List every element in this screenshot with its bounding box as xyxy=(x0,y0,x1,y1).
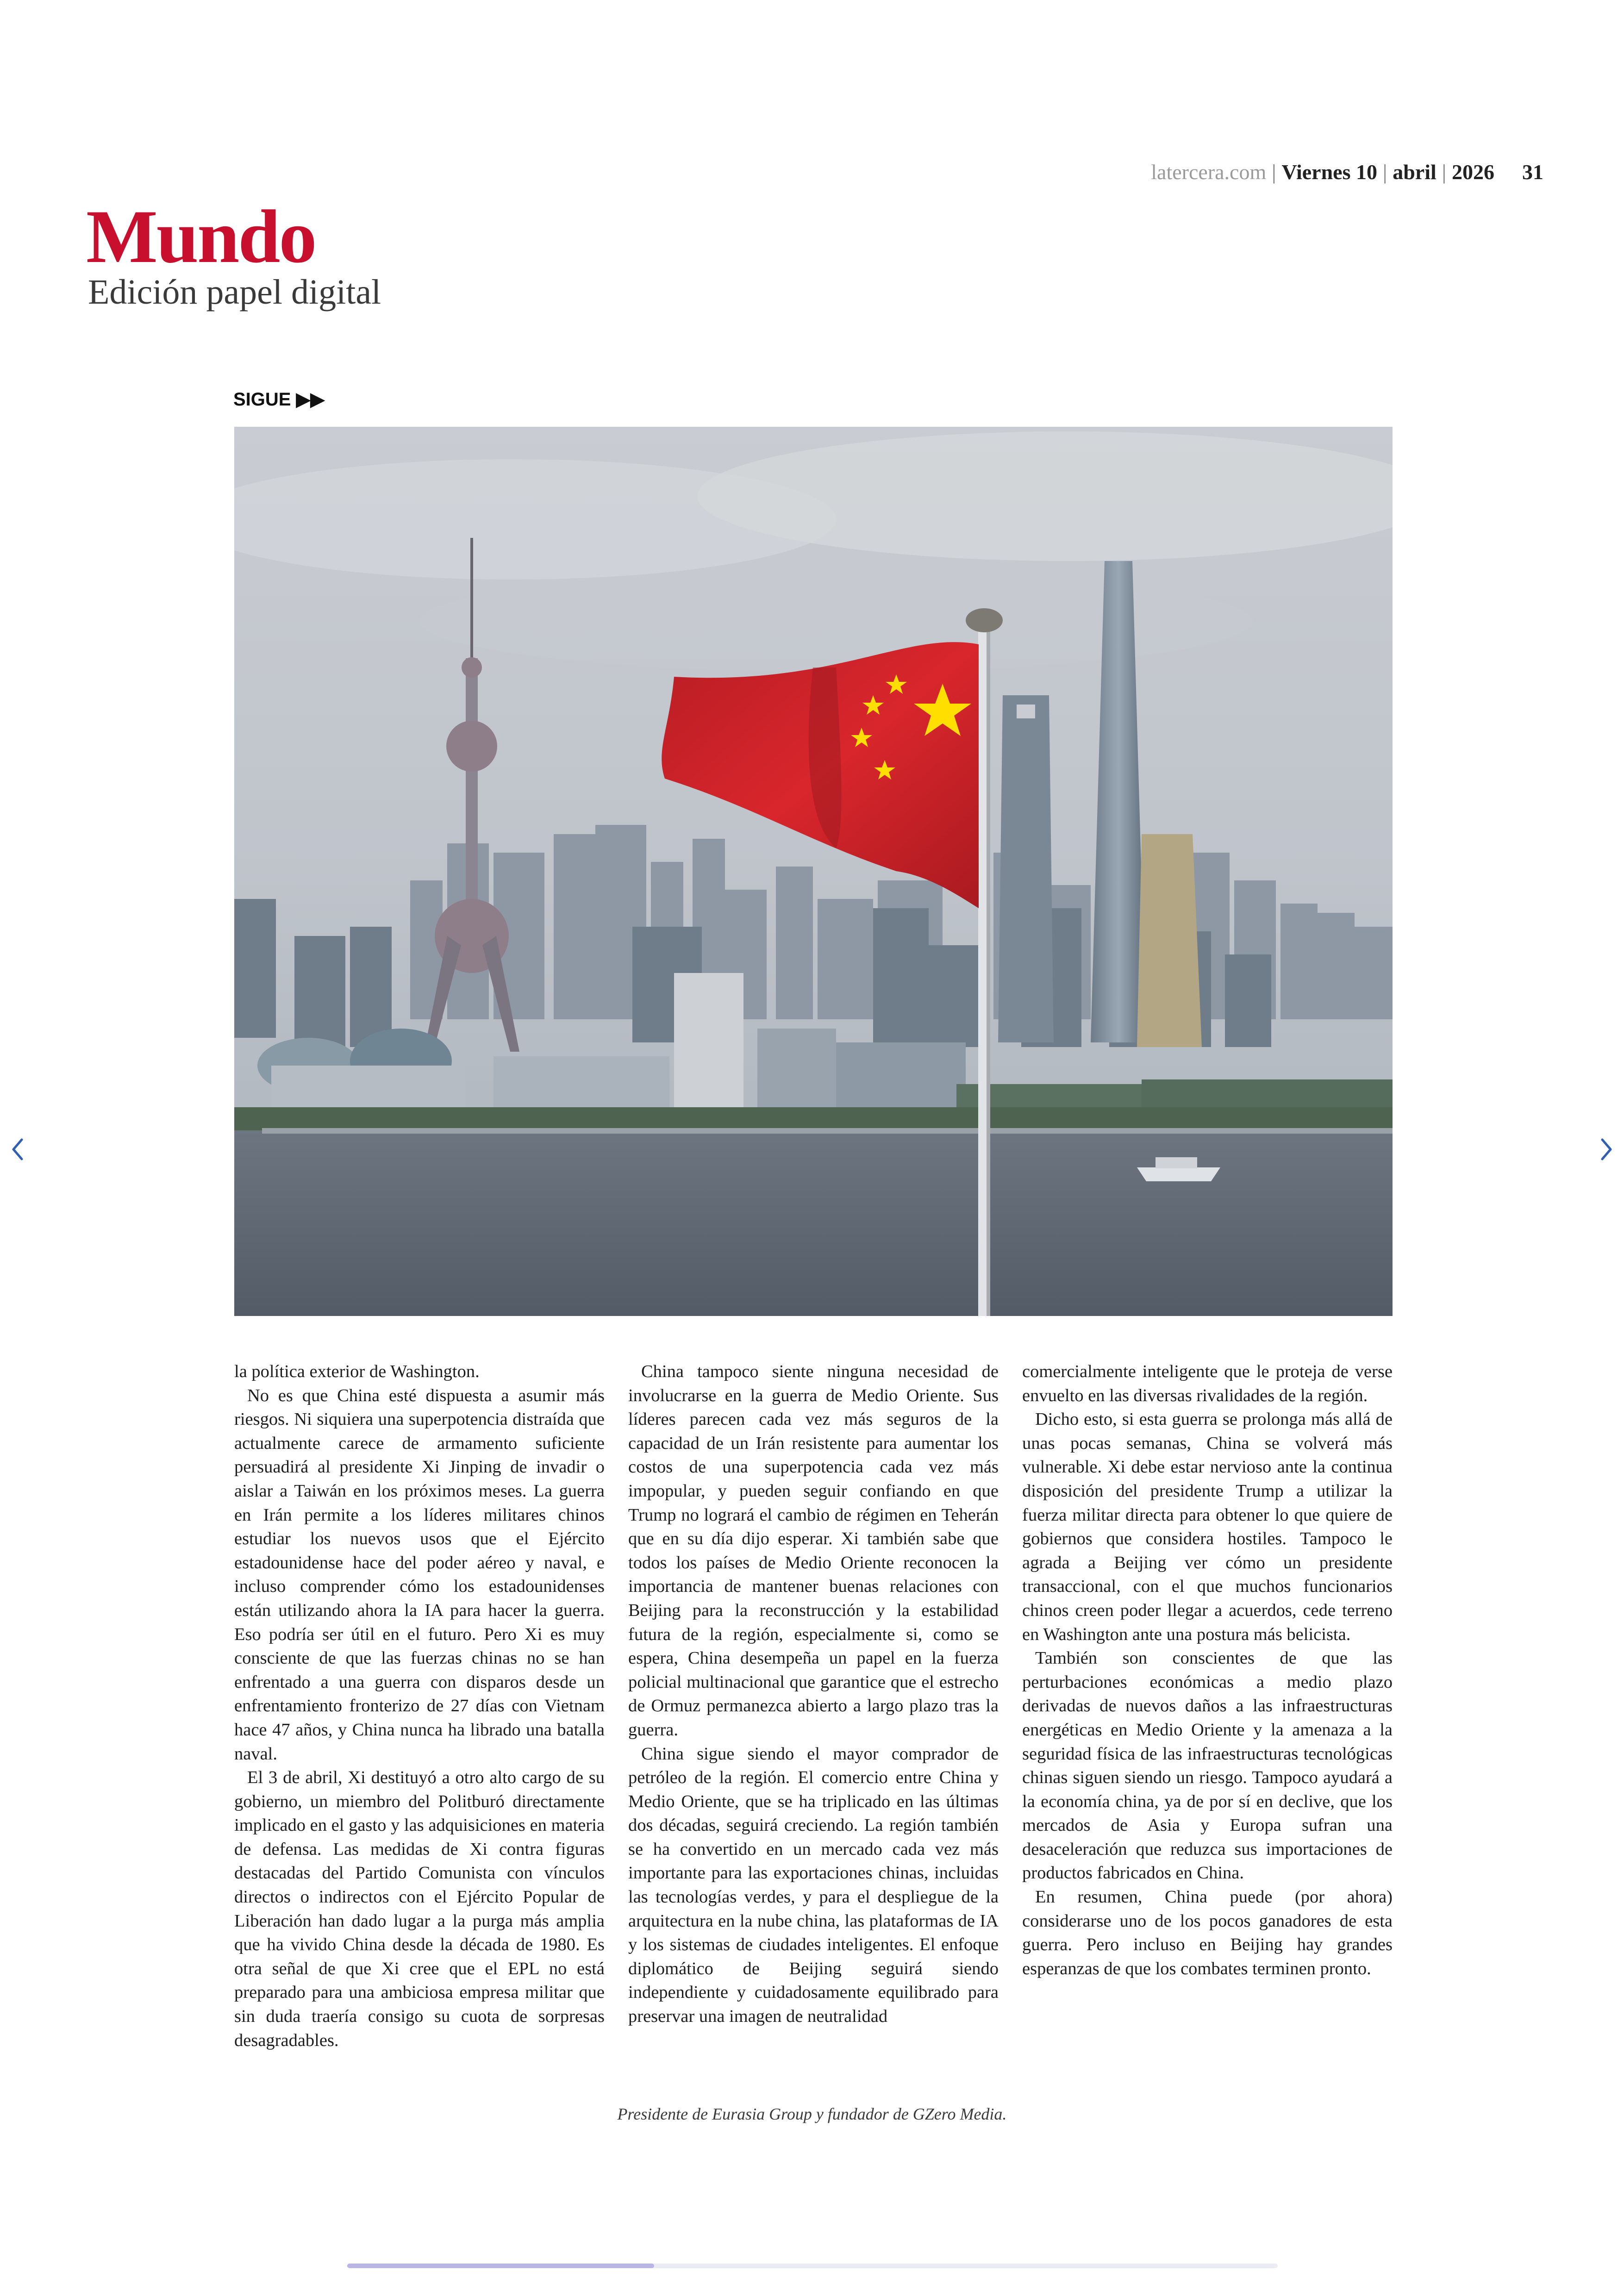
article-column-1 xyxy=(234,1360,605,2087)
swfc-tower xyxy=(998,695,1054,1042)
author-credit: Presidente de Eurasia Group y fundador de GZero Media. xyxy=(617,2105,1007,2123)
article-column-2 xyxy=(628,1360,999,2087)
header-separator: | xyxy=(1383,160,1387,184)
section-subtitle: Edición papel digital xyxy=(88,273,381,312)
flag-pole-finial xyxy=(966,608,1003,632)
previous-page-button[interactable] xyxy=(8,1133,27,1166)
paragraph: No es que China esté dispuesta a asumir más riesgos. Ni siquiera una superpotencia distraída que actualmente carece de armamento suficiente persuadirá al presidente Xi Jinping de invadir o aislar a Taiwán en los próximos meses. La guerra en Irán permite a los líderes militares chinos estudiar los nuevos usos que el Ejército estadounidense hace del poder aéreo y naval, e incluso comprender cómo los estadounidenses están utilizando ahora la IA para hacer la guerra. Eso podría ser útil en el futuro. Pero Xi es muy consciente de que las fuerzas chinas no se han enfrentado a una guerra con disparos desde un enfrentamiento fronterizo de 27 días con Vietnam hace 47 años, y China nunca ha librado una batalla naval. xyxy=(234,1385,605,1764)
tree-line xyxy=(234,1107,1393,1130)
reading-progress-bar[interactable] xyxy=(347,2264,1278,2268)
paragraph: China sigue siendo el mayor comprador de petróleo de la región. El comercio entre China y Medio Oriente, que se ha triplicado en las últimas dos décadas, seguirá creciendo. La región también se ha convertido en un mercado cada vez más importante para las exportaciones chinas, incluidas las tecnologías verdes, y para el despliegue de la arquitectura en la nube china, las plataformas de IA y los sistemas de ciudades inteligentes. El enfoque diplomático de Beijing seguirá siendo independiente y cuidadosamente equilibrado para preservar una imagen de neutralidad xyxy=(628,1744,999,2027)
paragraph: la política exterior de Washington. xyxy=(234,1362,480,1381)
paragraph: También son conscientes de que las perturbaciones económicas a medio plazo derivadas de nuevos daños a las infraestructuras energéticas en Medio Oriente y la amenaza a la seguridad física de las infraestructuras tecnológicas chinas siguen siendo un riesgo. Tampoco ayudará a la economía china, ya de por sí en declive, que los mercados de Asia y Europa sufran una desaceleración que reduzca sus importaciones de productos fabricados en China. xyxy=(1022,1648,1393,1883)
river xyxy=(234,1130,1393,1316)
continues-label: SIGUE ▶▶ xyxy=(233,389,325,410)
paragraph: El 3 de abril, Xi destituyó a otro alto cargo de su gobierno, un miembro del Politburó directamente implicado en el gasto y las adquisiciones en materia de defensa. Las medidas de Xi contra figuras destacadas del Partido Comunista con vínculos directos o indirectos con el Ejército Popular de Liberación han dado lugar a la purga más amplia que ha vivido China desde la década de 1980. Es otra señal de que Xi cree que el EPL no está preparado para una ambiciosa empresa militar que sin duda traería consigo su cuota de sorpresas desagradables. xyxy=(234,1768,605,2050)
header-separator: | xyxy=(1442,160,1446,184)
jinmao-tower xyxy=(1137,834,1202,1047)
header-year: 2026 xyxy=(1452,160,1494,184)
page-number: 31 xyxy=(1522,160,1543,184)
section-title: Mundo xyxy=(86,195,316,279)
page-header-meta xyxy=(1151,160,1543,184)
header-month: abril xyxy=(1393,160,1437,184)
article-body xyxy=(234,1360,1393,2087)
header-separator: | xyxy=(1272,160,1276,184)
article-photo xyxy=(234,427,1393,1316)
swfc-opening xyxy=(1017,705,1035,718)
chevron-right-icon xyxy=(1599,1138,1613,1161)
reading-progress-fill xyxy=(347,2264,654,2268)
article-column-3 xyxy=(1022,1360,1393,2087)
next-page-button[interactable] xyxy=(1597,1133,1616,1166)
embankment xyxy=(262,1128,1393,1134)
flag-pole-shade xyxy=(987,621,990,1316)
paragraph: comercialmente inteligente que le proteja de verse envuelto en las diversas rivalidades de la región. xyxy=(1022,1362,1393,1405)
paragraph: En resumen, China puede (por ahora) considerarse uno de los pocos ganadores de esta guerra. Pero incluso en Beijing hay grandes esperanzas de que los combates terminen pronto. xyxy=(1022,1887,1393,1978)
site-name: latercera.com xyxy=(1151,160,1267,184)
header-day: Viernes 10 xyxy=(1281,160,1377,184)
chevron-left-icon xyxy=(11,1138,25,1161)
paragraph: China tampoco siente ninguna necesidad de involucrarse en la guerra de Medio Oriente. Sus líderes parecen cada vez más seguros de la capacidad de un Irán resistente para aumentar los costos de una superpotencia cada vez más impopular, y pueden seguir confiando en que Trump no logrará el cambio de régimen en Teherán que en su día dijo esperar. Xi también sabe que todos los países de Medio Oriente reconocen la importancia de mantener buenas relaciones con Beijing para la reconstrucción y la estabilidad futura de la región, especialmente si, como se espera, China desempeña un papel en la fuerza policial multinacional que garantice que el estrecho de Ormuz permanezca abierto a largo plazo tras la guerra. xyxy=(628,1362,999,1740)
paragraph: Dicho esto, si esta guerra se prolonga más allá de unas pocas semanas, China se volverá más vulnerable. Xi debe estar nervioso ante la continua disposición del presidente Trump a utilizar la fuerza militar directa para obtener lo que quiere de gobiernos que considera hostiles. Tampoco le agrada a Beijing ver cómo un presidente transaccional, con el que muchos funcionarios chinos creen poder llegar a acuerdos, cede terreno en Washington ante una postura más belicista. xyxy=(1022,1409,1393,1644)
